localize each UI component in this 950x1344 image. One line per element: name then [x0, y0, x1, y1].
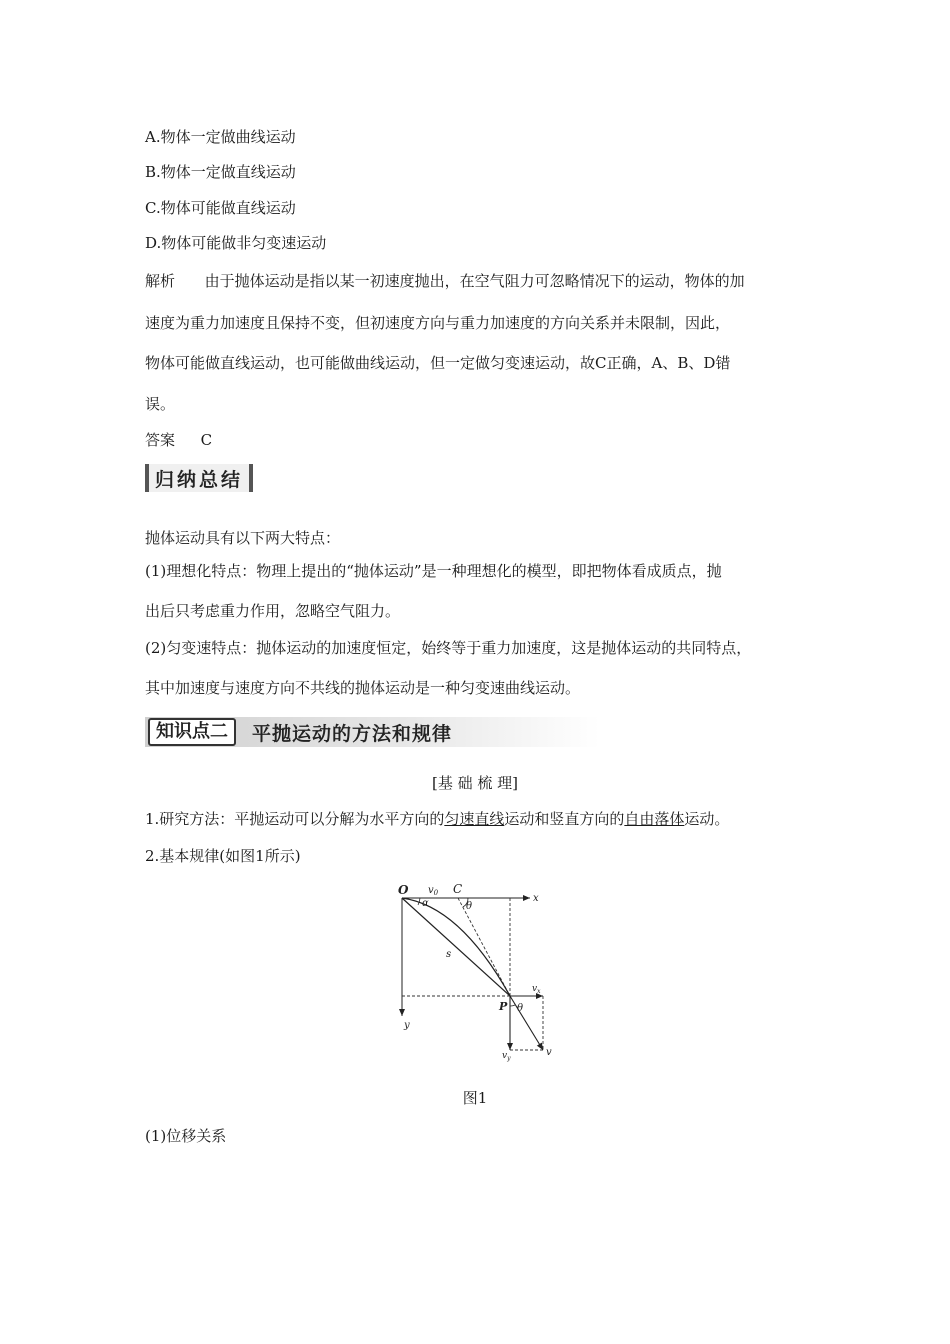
v-vector [510, 996, 543, 1050]
analysis-line-4: 误。 [145, 395, 176, 413]
s-label: s [446, 949, 452, 960]
option-a: A.物体一定做曲线运动 [145, 128, 296, 146]
knowledge-point-tag: 知识点二 [148, 718, 236, 746]
item-3: (1)位移关系 [145, 1127, 227, 1145]
answer-label: 答案 [145, 431, 176, 449]
figure-caption: 图1 [462, 1089, 488, 1107]
option-d: D.物体可能做非匀变速运动 [145, 234, 327, 252]
summary-intro: 抛体运动具有以下两大特点： [145, 529, 341, 547]
theta-p-arc [510, 1005, 515, 1006]
vx-label: $v_x$ [532, 984, 541, 995]
analysis-label: 解析 [145, 272, 176, 290]
c-label: C [453, 882, 463, 896]
summary-point2-line1: (2)匀变速特点：抛体运动的加速度恒定，始终等于重力加速度，这是抛体运动的共同特点， [145, 639, 752, 657]
v-label: v [546, 1047, 552, 1058]
item-1-suffix: 运动。 [684, 810, 730, 828]
answer-line [145, 430, 212, 450]
vy-label: $v_y$ [502, 1051, 511, 1062]
summary-heading [145, 464, 253, 492]
analysis-text-1: 由于抛体运动是指以某一初速度抛出，在空气阻力可忽略情况下的运动，物体的加 [204, 272, 745, 290]
v0-label: $v_0$ [428, 885, 439, 897]
option-b: B.物体一定做直线运动 [145, 163, 296, 181]
theta-top-label: θ [466, 901, 473, 912]
tangent-line [458, 898, 510, 996]
displacement-line [402, 898, 510, 996]
basics-heading: [基 础 梳 理] [431, 774, 518, 792]
summary-point2-line2: 其中加速度与速度方向不共线的抛体运动是一种匀变速曲线运动。 [145, 679, 581, 697]
analysis-line-2: 速度为重力加速度且保持不变，但初速度方向与重力加速度的方向关系并未限制，因此， [145, 314, 731, 332]
x-label: x [533, 893, 539, 904]
answer-value: C [200, 431, 213, 449]
knowledge-point-banner [145, 717, 600, 747]
item-1-blank-1: 匀速直线 [444, 810, 505, 828]
item-1 [145, 809, 729, 829]
origin-label: O [398, 883, 409, 897]
option-c: C.物体可能做直线运动 [145, 199, 296, 217]
alpha-label: α [422, 898, 429, 909]
p-label: P [499, 1000, 508, 1013]
item-2: 2.基本规律(如图1所示) [145, 847, 301, 865]
summary-title: 归纳总结 [155, 468, 244, 491]
item-1-prefix: 1.研究方法：平抛运动可以分解为水平方向的 [145, 810, 445, 828]
analysis-line-3: 物体可能做直线运动，也可能做曲线运动，但一定做匀变速运动，故C正确，A、B、D错 [145, 354, 731, 372]
summary-point1-line1: (1)理想化特点：物理上提出的“抛体运动”是一种理想化的模型，即把物体看成质点，抛 [145, 562, 722, 580]
analysis-line-1 [145, 271, 745, 291]
item-1-blank-2: 自由落体 [624, 810, 685, 828]
knowledge-point-title: 平抛运动的方法和规律 [252, 722, 453, 745]
theta-p-label: θ [517, 1003, 524, 1014]
summary-point1-line2: 出后只考虑重力作用，忽略空气阻力。 [145, 602, 401, 620]
item-1-middle: 运动和竖直方向的 [504, 810, 625, 828]
projectile-motion-figure [390, 878, 565, 1068]
y-label: y [404, 1020, 410, 1031]
